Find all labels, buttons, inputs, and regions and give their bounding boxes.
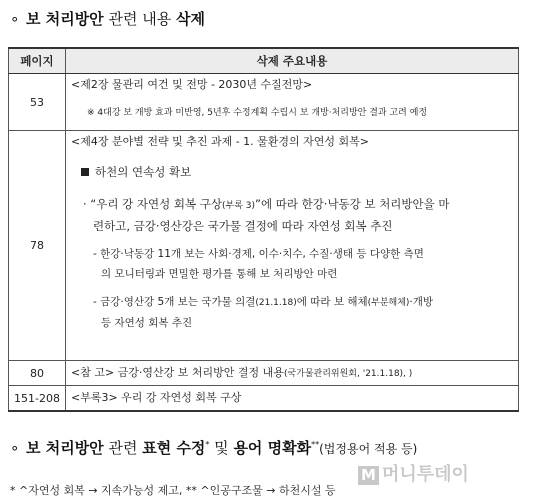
row-line: <제2장 물관리 여건 및 전망 - 2030년 수질전망> [71,78,313,91]
table-row [9,361,519,386]
footnote: * ^자연성 회복 → 지속가능성 제고, ** ^인공구조물 → 하천시설 등 [10,484,336,497]
table-header-row [9,48,519,74]
row-line: 의 모니터링과 면밀한 평가를 통해 보 처리방안 마련 [101,268,338,280]
footnote-mark-1: * [205,440,210,449]
row-page: 151-208 [9,386,66,412]
row-content [66,361,519,386]
header-page: 페이지 [9,48,66,74]
publisher-watermark [358,460,469,486]
row-line: - 한강·낙동강 11개 보는 사회·경제, 이수·치수, 수질·생태 등 다양한 측면 [93,248,424,260]
heading-part-2: 관련 내용 [103,10,176,28]
row-line: - 금강·영산강 5개 보는 국가물 의결(21.1.18)에 따라 보 해체(부분해체)·개방 [93,296,434,308]
heading-bullet: ∘ [10,439,20,457]
table-row [9,131,519,361]
heading-part-4: 및 [209,439,234,457]
row-subheading: 하천의 연속성 확보 [67,149,517,179]
section-heading-revise [10,437,417,458]
deletion-table [8,47,519,412]
row-line: · “우리 강 자연성 회복 구상(부록 3)”에 따라 한강·낙동강 보 처리방안을 마 [83,197,450,211]
row-content [66,131,519,361]
footnote-mark-2: ** [311,440,320,449]
header-content: 삭제 주요내용 [66,48,519,74]
heading-part-1: 보 처리방안 [26,439,104,457]
table-row [9,74,519,131]
row-page: 80 [9,361,66,386]
section-heading-delete [10,8,205,29]
heading-part-6: (법정용어 적용 등) [319,442,418,456]
row-content [66,386,519,412]
heading-part-3: 삭제 [175,10,205,28]
row-line: 등 자연성 회복 추진 [101,317,193,329]
square-bullet-icon [81,168,89,176]
row-line: <제4장 분야별 전략 및 추진 과제 - 1. 물환경의 자연성 회복> [71,135,370,148]
row-line: <부록3> 우리 강 자연성 회복 구상 [71,391,242,404]
heading-bullet: ∘ [10,10,20,28]
watermark-text: 머니투데이 [381,464,469,485]
row-page: 53 [9,74,66,131]
heading-part-5: 용어 명확화 [233,439,312,457]
heading-part-1: 보 처리방안 [26,10,104,28]
watermark-logo-icon: M [358,466,379,485]
table-row [9,386,519,412]
row-content [66,74,519,131]
heading-part-3: 표현 수정 [142,439,206,457]
row-line: <참 고> 금강·영산강 보 처리방안 결정 내용(국가물관리위원회, '21.1.18), ) [71,365,413,379]
row-note: ※ 4대강 보 개방 효과 미반영, 5년후 수정계획 수립시 보 개방·처리방안 결과 고려 예정 [87,108,428,118]
row-page: 78 [9,131,66,361]
row-line: 련하고, 금강·영산강은 국가물 결정에 따라 자연성 회복 추진 [93,219,393,233]
heading-part-2: 관련 [103,439,143,457]
